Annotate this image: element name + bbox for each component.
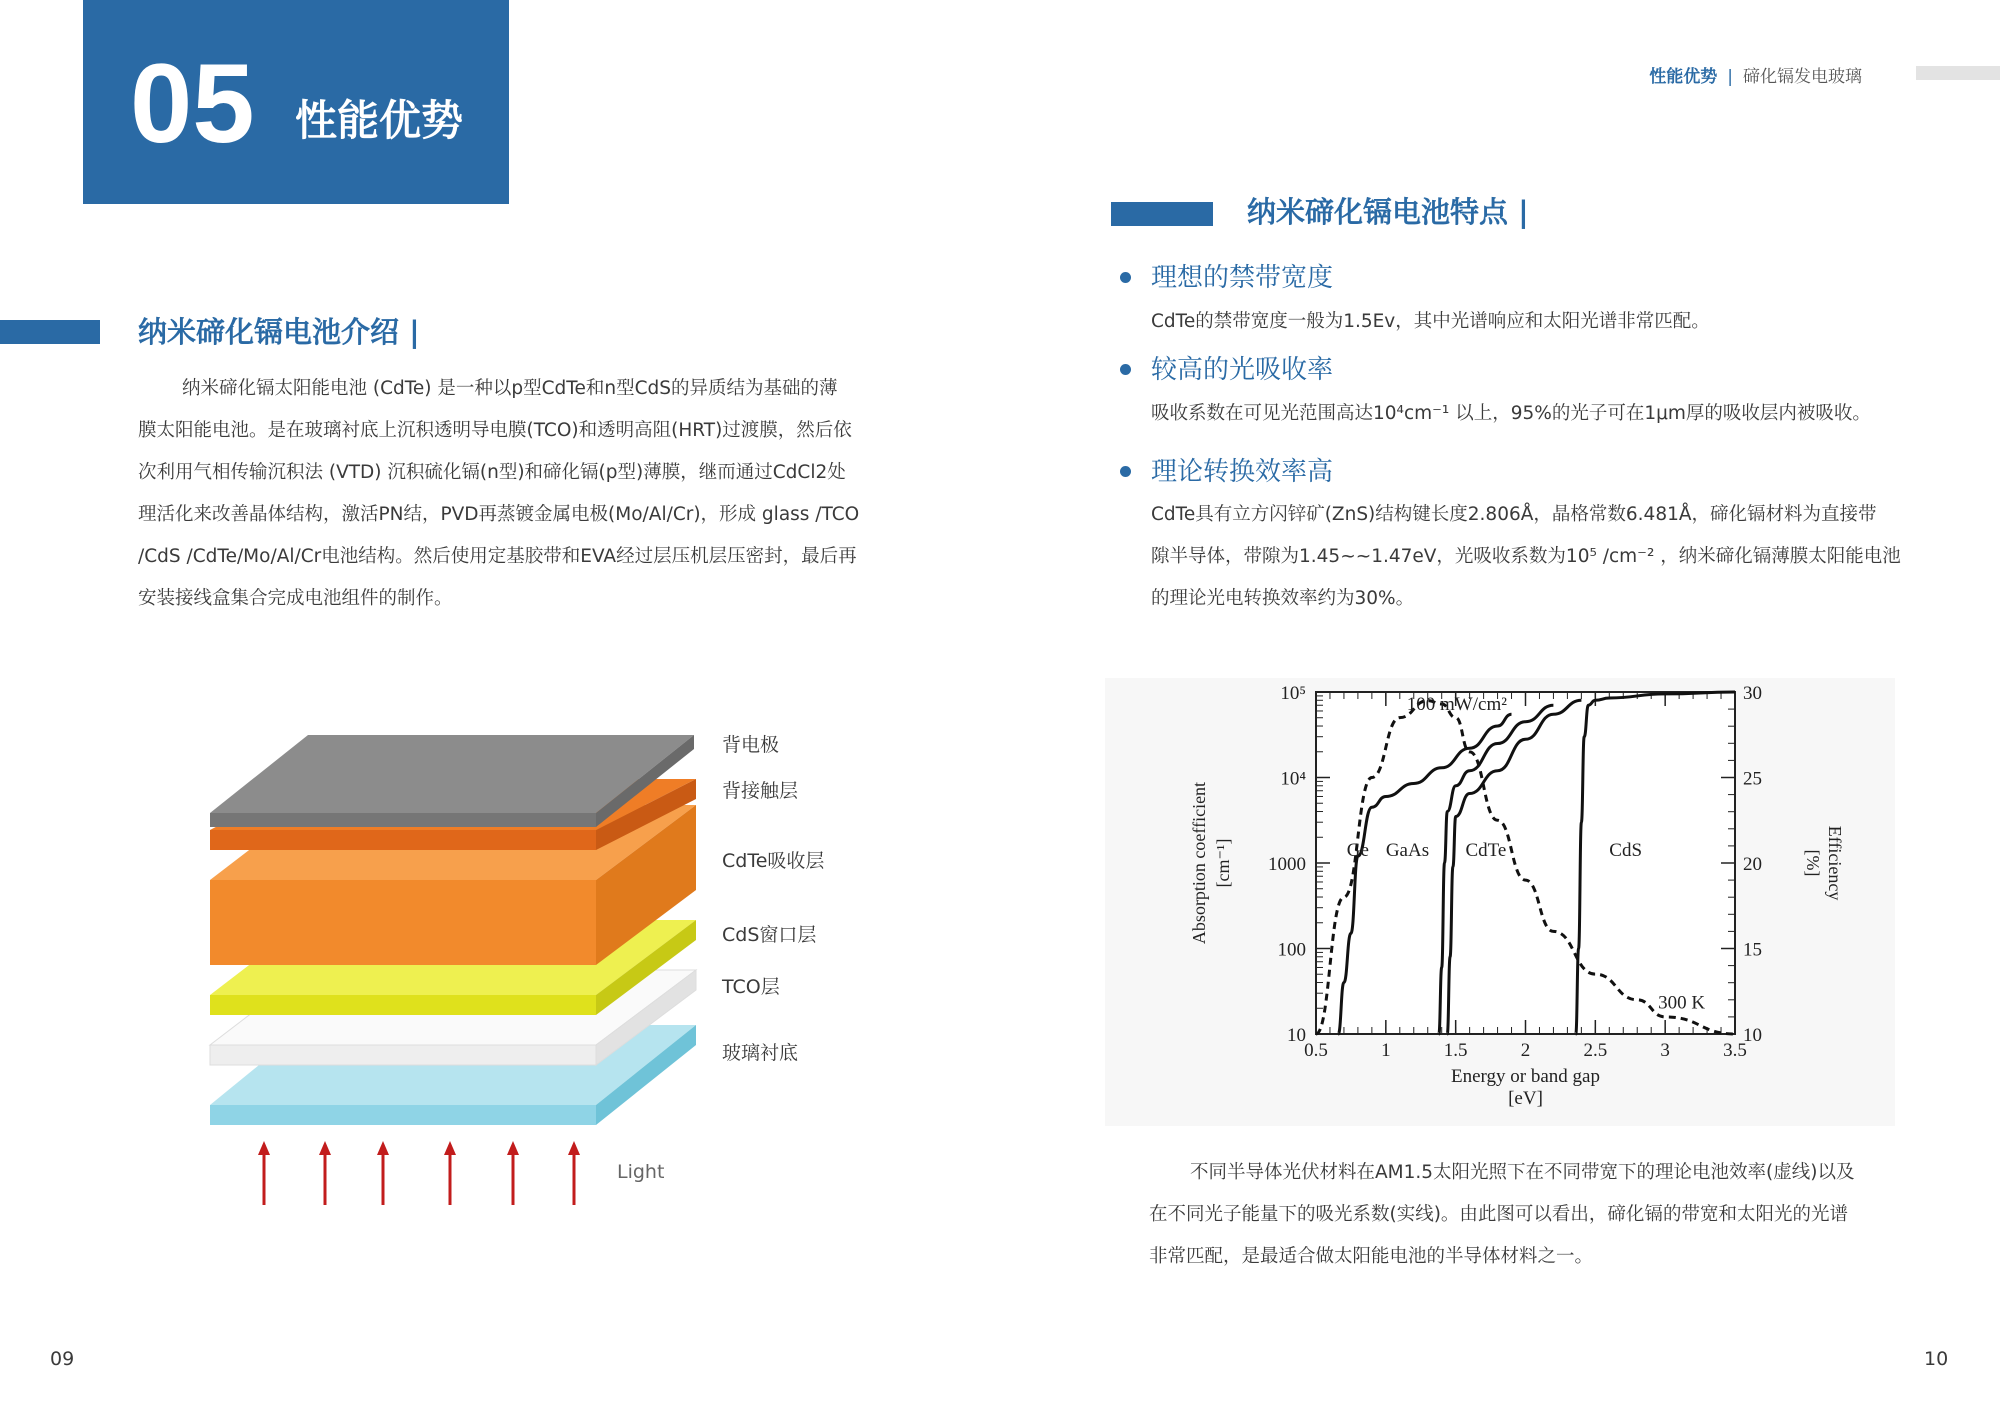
paragraph-line: /CdS /CdTe/Mo/Al/Cr电池结构。然后使用定基胶带和EVA经过层压机层压密封，最后再: [138, 546, 857, 567]
feature-text-efficiency: [1151, 494, 1911, 620]
y2-axis-label: Efficiency: [1825, 825, 1845, 901]
label-cdte: CdTe吸收层: [722, 850, 825, 872]
feature-text-line: 的理论光电转换效率约为30%。: [1151, 588, 1415, 609]
y-axis-unit: [cm⁻¹]: [1213, 838, 1233, 888]
bullet-icon: [1120, 364, 1131, 375]
x-tick-label: 2.5: [1583, 1040, 1608, 1061]
x-tick-label: 2: [1520, 1040, 1531, 1061]
chart-caption: [1149, 1152, 1909, 1278]
bullet-icon: [1120, 466, 1131, 477]
page-number-right: 10: [1924, 1348, 1949, 1370]
caption-line: 非常匹配，是最适合做太阳能电池的半导体材料之一。: [1149, 1246, 1594, 1267]
light-arrows: [258, 1141, 580, 1205]
bullet-icon: [1120, 272, 1131, 283]
x-tick-label: 3.5: [1723, 1040, 1747, 1061]
feature-text-line: 隙半导体，带隙为1.45~~1.47eV，光吸收系数为10⁵ /cm⁻² ，纳米碲化镉薄膜太阳能电池: [1151, 546, 1901, 567]
paragraph-line: 膜太阳能电池。是在玻璃衬底上沉积透明导电膜(TCO)和透明高阻(HRT)过渡膜，然后依: [138, 420, 852, 441]
y2-tick-label: 30: [1743, 683, 1762, 704]
y2-tick-label: 20: [1743, 854, 1762, 875]
y2-tick-label: 10: [1743, 1025, 1762, 1046]
y-tick-label: 10⁵: [1280, 683, 1306, 704]
x-tick-label: 1.5: [1443, 1040, 1468, 1061]
plot-frame: [1316, 692, 1735, 1034]
caption-line: 在不同光子能量下的吸光系数(实线)。由此图可以看出，碲化镉的带宽和太阳光的光谱: [1149, 1204, 1848, 1225]
cell-layer-diagram: [198, 715, 718, 1225]
chapter-number: 05: [130, 41, 255, 166]
feature-text-bandgap: CdTe的禁带宽度一般为1.5Ev，其中光谱响应和太阳光谱非常匹配。: [1151, 311, 1710, 332]
section-bar-left: [0, 320, 100, 344]
x-axis-label: Energy or band gap: [1451, 1066, 1600, 1087]
series-label-cds: CdS: [1609, 840, 1643, 862]
label-glass: 玻璃衬底: [722, 1042, 799, 1064]
section-title-intro: 纳米碲化镉电池介绍 |: [138, 315, 420, 349]
x-tick-label: 3: [1660, 1040, 1670, 1061]
y2-tick-label: 25: [1743, 768, 1762, 790]
feature-title-bandgap: 理想的禁带宽度: [1151, 263, 1334, 293]
label-cds: CdS窗口层: [722, 924, 817, 946]
x-axis-unit: [eV]: [1508, 1088, 1543, 1109]
y-axis-label: Absorption coefficient: [1189, 781, 1209, 945]
feature-title-efficiency: 理论转换效率高: [1151, 457, 1334, 487]
series-label-ge: Ge: [1346, 840, 1369, 862]
section-title-features: 纳米碲化镉电池特点 |: [1247, 195, 1529, 229]
feature-text-absorption: 吸收系数在可见光范围高达10⁴cm⁻¹ 以上，95%的光子可在1μm厚的吸收层内被吸收。: [1151, 403, 1871, 424]
y-tick-label: 10: [1287, 1025, 1306, 1046]
chapter-title: 性能优势: [295, 96, 464, 145]
running-header: [1649, 62, 1862, 87]
paragraph-line: 纳米碲化镉太阳能电池 (CdTe) 是一种以p型CdTe和n型CdS的异质结为基础的薄: [182, 378, 838, 399]
section-bar-right: [1111, 202, 1213, 226]
page-number-left: 09: [50, 1348, 75, 1370]
nav-active-section[interactable]: 性能优势: [1649, 67, 1718, 87]
header-decor-bar: [1916, 66, 2000, 80]
paragraph-line: 次利用气相传输沉积法 (VTD) 沉积硫化镉(n型)和碲化镉(p型)薄膜，继而通过CdCl2处: [138, 462, 846, 483]
paragraph-line: 理活化来改善晶体结构，激活PN结，PVD再蒸镀金属电极(Mo/Al/Cr)，形成 glass /TCO: [138, 504, 860, 525]
x-tick-label: 0.5: [1304, 1040, 1328, 1061]
paragraph-line: 安装接线盒集合完成电池组件的制作。: [138, 588, 453, 609]
label-back-contact: 背接触层: [722, 780, 799, 802]
y2-tick-label: 15: [1743, 939, 1762, 961]
feature-text-line: CdTe具有立方闪锌矿(ZnS)结构键长度2.806Å，晶格常数6.481Å，碲化镉材料为直接带: [1151, 504, 1877, 525]
nav-separator: |: [1727, 67, 1733, 87]
intro-paragraph: [138, 368, 898, 620]
caption-line: 不同半导体光伏材料在AM1.5太阳光照下在不同带宽下的理论电池效率(虚线)以及: [1190, 1162, 1855, 1183]
x-tick-label: 1: [1381, 1040, 1391, 1061]
absorption-efficiency-chart: [1105, 678, 1895, 1126]
series-label-gaas: GaAs: [1385, 840, 1430, 862]
label-back-electrode: 背电极: [722, 734, 780, 756]
series-label-cdte: CdTe: [1465, 840, 1507, 862]
y2-axis-unit: [%]: [1803, 849, 1823, 877]
y-tick-label: 1000: [1268, 854, 1306, 875]
label-tco: TCO层: [722, 976, 780, 998]
y-tick-label: 100: [1277, 939, 1306, 961]
y-tick-label: 10⁴: [1280, 768, 1306, 790]
annotation-power: 100 mW/cm²: [1406, 694, 1507, 715]
feature-title-absorption: 较高的光吸收率: [1151, 355, 1334, 385]
label-light: Light: [617, 1161, 665, 1183]
nav-document-title[interactable]: 碲化镉发电玻璃: [1743, 67, 1862, 87]
annotation-temperature: 300 K: [1658, 992, 1706, 1014]
